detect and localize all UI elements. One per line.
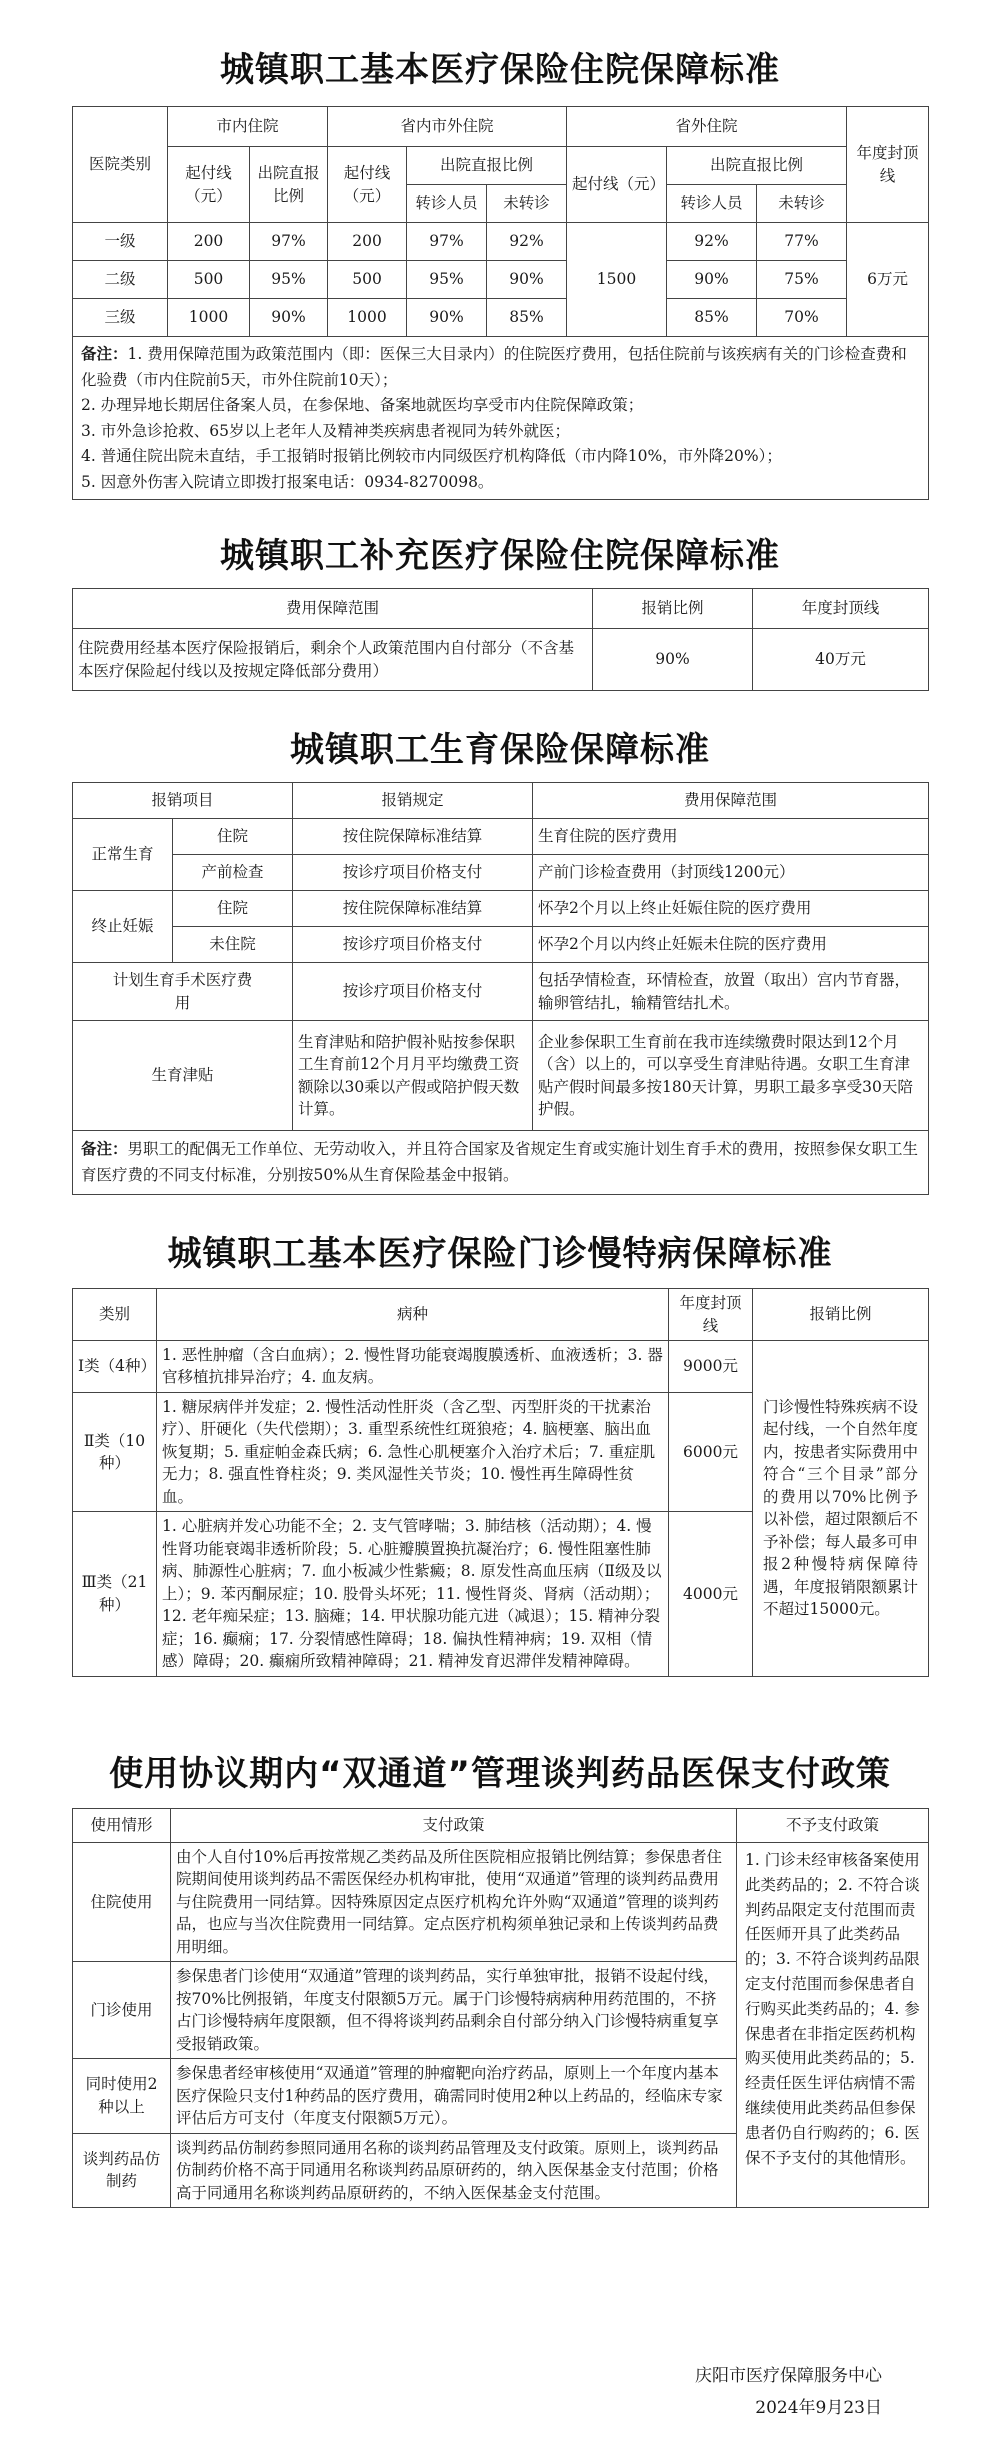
ratio-cell: 门诊慢性特殊疾病不设起付线，一个自然年度内，按患者实际费用中符合“三个目录”部分的费用以70%比例予以补偿，超过限额后不予补偿；每人最多可申报2种慢特病保障待遇，年度报销限额累计不超过15000元。 xyxy=(753,1341,929,1677)
hdr-city: 市内住院 xyxy=(168,107,328,147)
note-item: 2. 办理异地长期居住备案人员，在参保地、备案地就医均享受市内住院保障政策； xyxy=(81,396,644,415)
issue-date: 2024年9月23日 xyxy=(755,2398,882,2419)
scope-cell: 怀孕2个月以上终止妊娠住院的医疗费用 xyxy=(533,891,929,927)
dual-channel-table xyxy=(72,1808,929,2208)
no-pay-cell: 1. 门诊未经审核备案使用此类药品的；2. 不符合谈判药品限定支付范围而责任医师开具了此类药品的；3. 不符合谈判药品限定支付范围而参保患者自行购买此类药品的；4. 参保患者在非指定医药机构购买使用此类药品的；5. 经责任医生评估病情不需继续使用此类药品但参保患者仍自行购药的；6. 医保不予支付的其他情形。 xyxy=(737,1843,929,2208)
group-label: 生育津贴 xyxy=(73,1021,293,1131)
level-cell: 一级 xyxy=(73,223,168,261)
disease-cell: 1. 糖尿病伴并发症；2. 慢性活动性肝炎（含乙型、丙型肝炎的干扰素治疗）、肝硬化（失代偿期）；3. 重型系统性红斑狼疮；4. 脑梗塞、脑出血恢复期；5. 重症帕金森氏病；6. 急性心肌梗塞介入治疗术后；7. 重症肌无力；8. 强直性脊柱炎；9. 类风湿性关节炎；10. 慢性再生障碍性贫血。 xyxy=(157,1392,669,1511)
notes-row xyxy=(73,1131,929,1195)
section3-title: 城镇职工生育保险保障标准 xyxy=(290,730,710,770)
scenario-cell: 门诊使用 xyxy=(73,1962,171,2059)
value-cell: 200 xyxy=(168,223,250,261)
hdr-disease: 病种 xyxy=(157,1289,669,1341)
scenario-cell: 住院使用 xyxy=(73,1843,171,1962)
note-text: 男职工的配偶无工作单位、无劳动收入，并且符合国家及省规定生育或实施计划生育手术的费用，按照参保女职工生育医疗费的不同支付标准，分别按50%从生育保险基金中报销。 xyxy=(81,1140,919,1185)
level-cell: 三级 xyxy=(73,299,168,337)
hdr-category: 类别 xyxy=(73,1289,157,1341)
supplementary-table xyxy=(72,588,929,691)
value-cell: 1000 xyxy=(168,299,250,337)
rule-cell: 按住院保障标准结算 xyxy=(293,891,533,927)
hdr-province-no-transfer: 未转诊 xyxy=(487,185,567,223)
table-row xyxy=(73,223,929,261)
scope-cell: 生育住院的医疗费用 xyxy=(533,819,929,855)
hdr-outside: 省外住院 xyxy=(567,107,847,147)
category-cell: Ⅰ类（4种） xyxy=(73,1341,157,1393)
hdr-city-ratio: 出院直报比例 xyxy=(250,147,328,223)
policy-cell: 参保患者门诊使用“双通道”管理的谈判药品，实行单独审批，报销不设起付线，按70%比例报销，年度支付限额5万元。属于门诊慢特病病种用药范围的，不挤占门诊慢特病年度限额，但不得将谈判药品剩余自付部分纳入门诊慢特病重复享受报销政策。 xyxy=(171,1962,737,2059)
hdr-item: 报销项目 xyxy=(73,783,293,819)
hdr-outside-transfer: 转诊人员 xyxy=(667,185,757,223)
value-cell: 75% xyxy=(757,261,847,299)
cap-cell: 6万元 xyxy=(847,223,929,337)
section5-title: 使用协议期内“双通道”管理谈判药品医保支付政策 xyxy=(109,1754,891,1794)
issuer: 庆阳市医疗保障服务中心 xyxy=(695,2366,882,2386)
hdr-cap: 年度封顶线 xyxy=(847,107,929,223)
scope-cell: 企业参保职工生育前在我市连续缴费时限达到12个月（含）以上的，可以享受生育津贴待遇。女职工生育津贴产假时间最多按180天计算，男职工最多享受30天陪护假。 xyxy=(533,1021,929,1131)
sub-label: 产前检查 xyxy=(173,855,293,891)
rule-cell: 按住院保障标准结算 xyxy=(293,819,533,855)
hdr-hospital-level: 医院类别 xyxy=(73,107,168,223)
rule-cell: 按诊疗项目价格支付 xyxy=(293,927,533,963)
hdr-scope: 费用保障范围 xyxy=(533,783,929,819)
sub-label: 未住院 xyxy=(173,927,293,963)
value-cell: 85% xyxy=(487,299,567,337)
value-cell: 95% xyxy=(250,261,328,299)
notes-row xyxy=(73,337,929,500)
sub-label: 住院 xyxy=(173,819,293,855)
rule-cell: 按诊疗项目价格支付 xyxy=(293,855,533,891)
value-cell: 92% xyxy=(487,223,567,261)
hdr-province: 省内市外住院 xyxy=(328,107,567,147)
notes-label: 备注： xyxy=(81,344,128,363)
hdr-cap: 年度封顶线 xyxy=(753,589,929,629)
table-row xyxy=(73,819,929,855)
rule-cell: 按诊疗项目价格支付 xyxy=(293,963,533,1021)
hdr-outside-threshold: 起付线（元） xyxy=(567,147,667,223)
table-row xyxy=(73,1843,929,1962)
value-cell: 77% xyxy=(757,223,847,261)
hdr-ratio: 报销比例 xyxy=(753,1289,929,1341)
maternity-table xyxy=(72,782,929,1195)
cap-cell: 4000元 xyxy=(669,1512,753,1676)
hdr-no-pay: 不予支付政策 xyxy=(737,1809,929,1843)
policy-cell: 参保患者经审核使用“双通道”管理的肿瘤靶向治疗药品，原则上一个年度内基本医疗保险只支付1种药品的医疗费用，确需同时使用2种以上药品的，经临床专家评估后方可支付（年度支付限额5万元）。 xyxy=(171,2059,737,2133)
scenario-cell: 同时使用2种以上 xyxy=(73,2059,171,2133)
table-row xyxy=(73,299,929,337)
table-row xyxy=(73,891,929,927)
rule-cell: 生育津贴和陪护假补贴按参保职工生育前12个月月平均缴费工资额除以30乘以产假或陪护假天数计算。 xyxy=(293,1021,533,1131)
outside-threshold-cell: 1500 xyxy=(567,223,667,337)
hdr-city-threshold: 起付线（元） xyxy=(168,147,250,223)
scope-cell: 包括孕情检查，环情检查，放置（取出）宫内节育器，输卵管结扎，输精管结扎术。 xyxy=(533,963,929,1021)
table-row xyxy=(73,963,929,1021)
hdr-province-transfer: 转诊人员 xyxy=(407,185,487,223)
scope-cell: 怀孕2个月以内终止妊娠未住院的医疗费用 xyxy=(533,927,929,963)
cap-cell: 9000元 xyxy=(669,1341,753,1393)
cap-cell: 40万元 xyxy=(753,629,929,691)
hdr-outside-no-transfer: 未转诊 xyxy=(757,185,847,223)
section4-title: 城镇职工基本医疗保险门诊慢特病保障标准 xyxy=(167,1234,833,1274)
category-cell: Ⅲ类（21种） xyxy=(73,1512,157,1676)
scenario-cell: 谈判药品仿制药 xyxy=(73,2133,171,2207)
hdr-ratio: 报销比例 xyxy=(593,589,753,629)
value-cell: 500 xyxy=(328,261,407,299)
scope-cell: 产前门诊检查费用（封顶线1200元） xyxy=(533,855,929,891)
value-cell: 95% xyxy=(407,261,487,299)
disease-cell: 1. 心脏病并发心功能不全；2. 支气管哮喘；3. 肺结核（活动期）；4. 慢性肾功能衰竭非透析阶段；5. 心脏瓣膜置换抗凝治疗；6. 慢性阻塞性肺病、肺源性心脏病；7. 血小板减少性紫癜；8. 原发性高血压病（Ⅱ级及以上）；9. 苯丙酮尿症；10. 股骨头坏死；11. 慢性肾炎、肾病（活动期）；12. 老年痴呆症；13. 脑瘫；14. 甲状腺功能亢进（减退）；15. 精神分裂症；16. 癫痫；17. 分裂情感性障碍；18. 偏执性精神病；19. 双相（情感）障碍；20. 癫痫所致精神障碍；21. 精神发育迟滞伴发精神障碍。 xyxy=(157,1512,669,1676)
footer xyxy=(695,2360,882,2425)
policy-cell: 谈判药品仿制药参照同通用名称的谈判药品管理及支付政策。原则上，谈判药品仿制药价格不高于同通用名称谈判药品原研药的，纳入医保基金支付范围；价格高于同通用名称谈判药品原研药的，不纳入医保基金支付范围。 xyxy=(171,2133,737,2207)
value-cell: 90% xyxy=(667,261,757,299)
value-cell: 500 xyxy=(168,261,250,299)
disease-cell: 1. 恶性肿瘤（含白血病）；2. 慢性肾功能衰竭腹膜透析、血液透析；3. 器官移植抗排异治疗；4. 血友病。 xyxy=(157,1341,669,1393)
table-row xyxy=(73,1341,929,1393)
note-item: 1. 费用保障范围为政策范围内（即：医保三大目录内）的住院医疗费用，包括住院前与该疾病有关的门诊检查费和化验费（市内住院前5天，市外住院前10天）； xyxy=(81,345,907,389)
hdr-province-threshold: 起付线（元） xyxy=(328,147,407,223)
policy-cell: 由个人自付10%后再按常规乙类药品及所住医院相应报销比例结算；参保患者住院期间使用谈判药品不需医保经办机构审批，使用“双通道”管理的谈判药品费用与住院费用一同结算。因特殊原因定点医疗机构允许外购“双通道”管理的谈判药品，也应与当次住院费用一同结算。定点医疗机构须单独记录和上传谈判药品费用明细。 xyxy=(171,1843,737,1962)
chronic-disease-table xyxy=(72,1288,929,1677)
value-cell: 90% xyxy=(407,299,487,337)
note-item: 5. 因意外伤害入院请立即拨打报案电话：0934-8270098。 xyxy=(81,472,494,491)
notes-label: 备注： xyxy=(81,1139,128,1158)
section2-title: 城镇职工补充医疗保险住院保障标准 xyxy=(220,536,780,576)
hdr-outside-ratio: 出院直报比例 xyxy=(667,147,847,185)
hdr-scope: 费用保障范围 xyxy=(73,589,593,629)
hdr-rule: 报销规定 xyxy=(293,783,533,819)
hdr-cap: 年度封顶线 xyxy=(669,1289,753,1341)
category-cell: Ⅱ类（10种） xyxy=(73,1392,157,1511)
scope-cell: 住院费用经基本医疗保险报销后，剩余个人政策范围内自付部分（不含基本医疗保险起付线以及按规定降低部分费用） xyxy=(73,629,593,691)
note-item: 3. 市外急诊抢救、65岁以上老年人及精神类疾病患者视同为转外就医； xyxy=(81,421,570,440)
group-label: 正常生育 xyxy=(73,819,173,891)
cap-cell: 6000元 xyxy=(669,1392,753,1511)
value-cell: 85% xyxy=(667,299,757,337)
table-row xyxy=(73,261,929,299)
value-cell: 97% xyxy=(407,223,487,261)
value-cell: 90% xyxy=(487,261,567,299)
ratio-cell: 90% xyxy=(593,629,753,691)
value-cell: 1000 xyxy=(328,299,407,337)
value-cell: 200 xyxy=(328,223,407,261)
section1-title: 城镇职工基本医疗保险住院保障标准 xyxy=(220,50,780,90)
value-cell: 97% xyxy=(250,223,328,261)
table-row xyxy=(73,855,929,891)
sub-label: 住院 xyxy=(173,891,293,927)
inpatient-table xyxy=(72,106,929,500)
level-cell: 二级 xyxy=(73,261,168,299)
value-cell: 92% xyxy=(667,223,757,261)
hdr-province-ratio: 出院直报比例 xyxy=(407,147,567,185)
group-label: 终止妊娠 xyxy=(73,891,173,963)
value-cell: 90% xyxy=(250,299,328,337)
hdr-policy: 支付政策 xyxy=(171,1809,737,1843)
table-row xyxy=(73,927,929,963)
note-item: 4. 普通住院出院未直结，手工报销时报销比例较市内同级医疗机构降低（市内降10%，市外降20%）； xyxy=(81,447,782,466)
hdr-scenario: 使用情形 xyxy=(73,1809,171,1843)
table-row xyxy=(73,1021,929,1131)
group-label: 计划生育手术医疗费用 xyxy=(73,963,293,1021)
value-cell: 70% xyxy=(757,299,847,337)
